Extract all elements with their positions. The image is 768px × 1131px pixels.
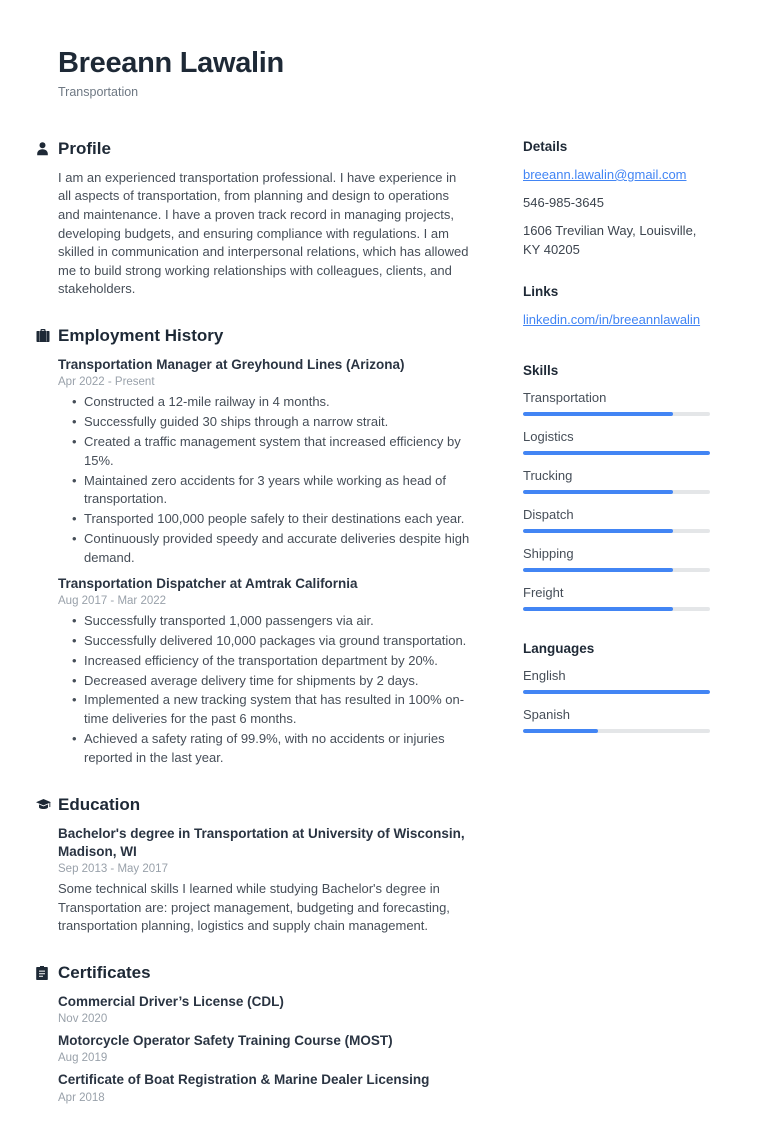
sidebar xyxy=(523,139,710,1131)
certificates-section xyxy=(58,963,470,1104)
skill-meter-fill xyxy=(523,529,673,533)
skill-meter-fill xyxy=(523,568,673,572)
job-dates: Apr 2022 - Present xyxy=(58,376,155,389)
main-column xyxy=(58,139,470,1131)
skills-heading: Skills xyxy=(523,362,559,378)
job-bullet: • Decreased average delivery time for shipments by 2 days. xyxy=(84,672,470,691)
job-bullet: • Increased efficiency of the transportation department by 20%. xyxy=(84,652,470,671)
candidate-name: Breeann Lawalin xyxy=(58,47,284,79)
certificate-entry xyxy=(58,1071,470,1103)
job-dates: Aug 2017 - Mar 2022 xyxy=(58,594,167,607)
skill-label: Transportation xyxy=(523,389,607,405)
person-icon xyxy=(36,142,58,156)
job-bullet: • Successfully guided 30 ships through a narrow strait. xyxy=(84,413,470,432)
job-bullet: • Implemented a new tracking system that has resulted in 100% on-time deliveries for the past 6 months. xyxy=(84,691,470,729)
education-heading-label: Education xyxy=(58,794,141,814)
email-link[interactable]: breeann.lawalin@gmail.com xyxy=(523,166,687,182)
certificate-date: Nov 2020 xyxy=(58,1013,108,1026)
skill-meter-fill xyxy=(523,490,673,494)
skill-label: Logistics xyxy=(523,428,574,444)
certificate-date: Apr 2018 xyxy=(58,1091,105,1104)
job-bullet-list xyxy=(58,612,470,768)
graduation-cap-icon xyxy=(36,799,58,811)
linkedin-link[interactable]: linkedin.com/in/breeannlawalin xyxy=(523,311,701,327)
language-item xyxy=(523,707,710,733)
skill-meter xyxy=(523,607,710,611)
employment-heading-label: Employment History xyxy=(58,325,224,345)
languages-block xyxy=(523,641,710,733)
skill-meter xyxy=(523,490,710,494)
skill-label: Freight xyxy=(523,584,564,600)
skill-item xyxy=(523,585,710,611)
languages-heading: Languages xyxy=(523,640,595,656)
language-meter-fill xyxy=(523,690,710,694)
profile-text: I am an experienced transportation professional. I have experience in all aspects of transportation, from planning and design to operations and maintenance. I have a proven track record in managing projects, developing budgets, and ensuring compliance with regulations. I am skilled in communication and interpersonal relations, which has allowed me to build strong working relationships with colleagues, clients, and stakeholders. xyxy=(58,169,469,297)
education-section xyxy=(58,795,470,936)
job-bullet: • Transported 100,000 people safely to their destinations each year. xyxy=(84,510,470,529)
job-bullet: • Successfully transported 1,000 passengers via air. xyxy=(84,612,470,631)
skill-meter xyxy=(523,568,710,572)
certificates-heading xyxy=(36,963,470,983)
language-meter-fill xyxy=(523,729,598,733)
links-heading: Links xyxy=(523,283,559,299)
language-item xyxy=(523,668,710,694)
skill-item xyxy=(523,546,710,572)
skills-block xyxy=(523,363,710,611)
skill-meter-fill xyxy=(523,607,673,611)
job-title: Transportation Dispatcher at Amtrak California xyxy=(58,575,358,591)
briefcase-icon xyxy=(36,329,58,342)
details-block xyxy=(523,139,710,260)
resume-header xyxy=(58,48,710,99)
certificate-entry xyxy=(58,993,470,1025)
education-degree: Bachelor's degree in Transportation at University of Wisconsin, Madison, WI xyxy=(58,825,465,859)
links-block xyxy=(523,284,710,339)
education-description: Some technical skills I learned while studying Bachelor's degree in Transportation are: project management, budgeting and forecasting, transportation planning, logistics and supply chain management. xyxy=(58,881,450,934)
job-bullet: • Created a traffic management system that increased efficiency by 15%. xyxy=(84,433,470,471)
job-bullet: • Successfully delivered 10,000 packages via ground transportation. xyxy=(84,632,470,651)
skill-item xyxy=(523,429,710,455)
certificates-heading-label: Certificates xyxy=(58,962,151,982)
skill-meter-fill xyxy=(523,451,710,455)
skill-meter xyxy=(523,412,710,416)
job-bullet: • Maintained zero accidents for 3 years while working as head of transportation. xyxy=(84,472,470,510)
certificate-name: Commercial Driver’s License (CDL) xyxy=(58,993,284,1009)
phone-number: 546-985-3645 xyxy=(523,195,604,211)
job-bullet-list xyxy=(58,393,470,568)
language-meter xyxy=(523,690,710,694)
skill-meter-fill xyxy=(523,412,673,416)
skill-meter xyxy=(523,451,710,455)
skill-item xyxy=(523,507,710,533)
job-bullet: • Achieved a safety rating of 99.9%, with no accidents or injuries reported in the last year. xyxy=(84,730,470,768)
language-meter xyxy=(523,729,710,733)
profile-heading-label: Profile xyxy=(58,138,111,158)
job-bullet: • Constructed a 12-mile railway in 4 months. xyxy=(84,393,470,412)
address: 1606 Trevilian Way, Louisville, KY 40205 xyxy=(523,222,697,257)
employment-heading xyxy=(36,326,470,346)
skill-label: Dispatch xyxy=(523,506,574,522)
candidate-job-title: Transportation xyxy=(58,84,139,99)
skill-label: Shipping xyxy=(523,545,574,561)
certificate-date: Aug 2019 xyxy=(58,1052,108,1065)
language-label: Spanish xyxy=(523,706,570,722)
job-bullet: • Continuously provided speedy and accurate deliveries despite high demand. xyxy=(84,530,470,568)
certificate-entry xyxy=(58,1032,470,1064)
skill-label: Trucking xyxy=(523,467,573,483)
education-heading xyxy=(36,795,470,815)
language-label: English xyxy=(523,667,566,683)
employment-section xyxy=(58,326,470,768)
profile-heading xyxy=(36,139,470,159)
certificate-name: Certificate of Boat Registration & Marine Dealer Licensing xyxy=(58,1072,430,1088)
job-entry xyxy=(58,575,470,768)
education-dates: Sep 2013 - May 2017 xyxy=(58,863,168,876)
skill-item xyxy=(523,390,710,416)
skill-meter xyxy=(523,529,710,533)
skill-item xyxy=(523,468,710,494)
job-title: Transportation Manager at Greyhound Lines (Arizona) xyxy=(58,356,405,372)
certificate-name: Motorcycle Operator Safety Training Course (MOST) xyxy=(58,1033,393,1049)
profile-section xyxy=(58,139,470,299)
details-heading: Details xyxy=(523,138,568,154)
certificate-clipboard-icon xyxy=(36,966,58,980)
job-entry xyxy=(58,356,470,568)
